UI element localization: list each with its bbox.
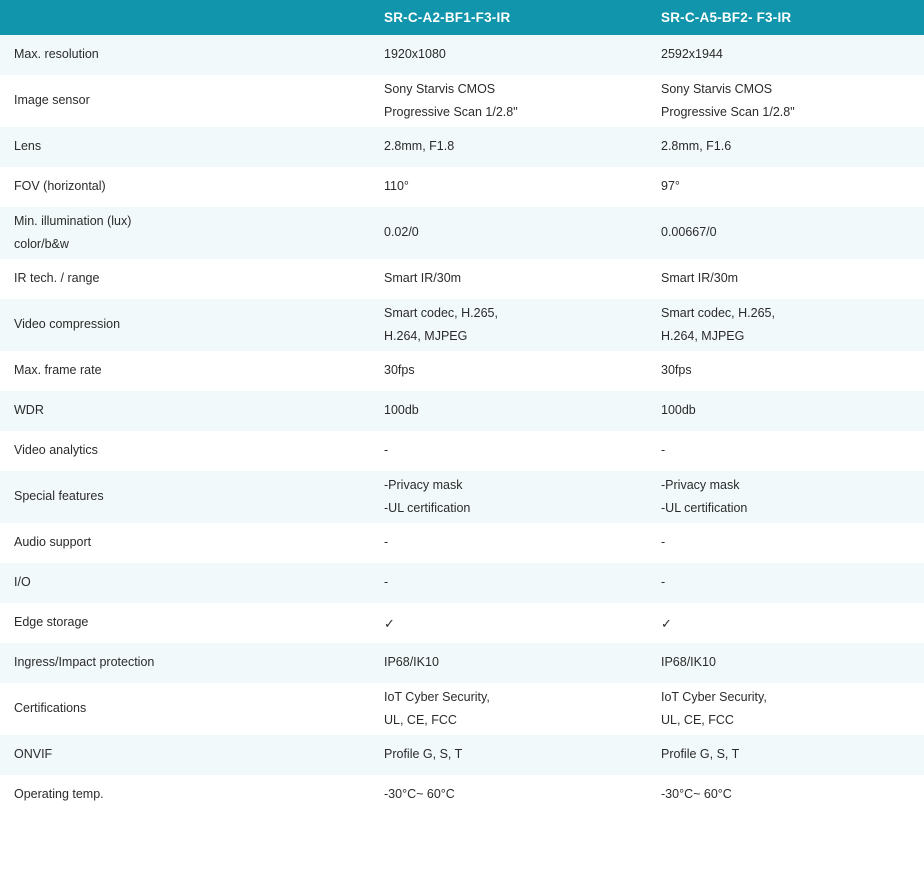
spec-value-cell-model-2	[647, 35, 924, 75]
spec-value-line: H.264, MJPEG	[384, 329, 468, 343]
spec-label-line: Max. resolution	[14, 47, 99, 62]
spec-value-cell-model-1	[370, 775, 647, 815]
spec-value-cell-model-1	[370, 127, 647, 167]
spec-label-cell	[0, 259, 370, 299]
spec-value-line: 2.8mm, F1.6	[661, 139, 732, 154]
spec-value-cell-model-2	[647, 643, 924, 683]
spec-label-line: Image sensor	[14, 93, 90, 108]
spec-label-line: Certifications	[14, 701, 87, 716]
table-header	[0, 0, 924, 35]
header-cell-model-2: SR-C-A5-BF2- F3-IR	[647, 0, 924, 35]
spec-value-line: 0.00667/0	[661, 225, 717, 240]
spec-value-line: -Privacy mask	[384, 477, 463, 492]
spec-label-line: Audio support	[14, 535, 92, 550]
spec-value-line: -	[384, 575, 389, 590]
spec-label-line: Max. frame rate	[14, 363, 102, 378]
spec-value-cell-model-2	[647, 299, 924, 351]
check-icon: ✓	[384, 615, 395, 631]
spec-value-cell-model-1	[370, 259, 647, 299]
spec-label-line: Edge storage	[14, 615, 89, 630]
spec-value-cell-model-2	[647, 775, 924, 815]
spec-label-cell	[0, 207, 370, 259]
spec-label-cell	[0, 735, 370, 775]
check-icon: ✓	[661, 615, 672, 631]
spec-value-line: 2.8mm, F1.8	[384, 139, 455, 154]
spec-value-line: H.264, MJPEG	[661, 329, 745, 343]
spec-label-line: Video analytics	[14, 443, 98, 458]
spec-value-line: IP68/IK10	[661, 655, 716, 670]
spec-label-line: Video compression	[14, 317, 121, 332]
spec-label-cell	[0, 167, 370, 207]
spec-value-line: 30fps	[661, 363, 692, 378]
spec-value-line: UL, CE, FCC	[384, 713, 457, 727]
table-row	[0, 775, 924, 815]
spec-value-cell-model-2	[647, 523, 924, 563]
header-cell-blank	[0, 0, 370, 35]
spec-label-cell	[0, 603, 370, 643]
table-row	[0, 603, 924, 643]
table-row	[0, 431, 924, 471]
table-row	[0, 563, 924, 603]
spec-label-line: Lens	[14, 139, 42, 154]
table-row	[0, 299, 924, 351]
spec-value-cell-model-2	[647, 735, 924, 775]
table-row	[0, 351, 924, 391]
spec-value-cell-model-2	[647, 259, 924, 299]
spec-label-cell	[0, 471, 370, 523]
spec-label-cell	[0, 391, 370, 431]
spec-value-cell-model-2	[647, 431, 924, 471]
spec-value-cell-model-2	[647, 167, 924, 207]
spec-value-line: Profile G, S, T	[661, 747, 740, 762]
spec-value-cell-model-2	[647, 127, 924, 167]
table-row	[0, 643, 924, 683]
spec-value-line: -30°C~ 60°C	[384, 787, 455, 802]
table-row	[0, 471, 924, 523]
spec-value-cell-model-1	[370, 75, 647, 127]
table-header-row	[0, 0, 924, 35]
table-row	[0, 127, 924, 167]
spec-label-cell	[0, 523, 370, 563]
table-row	[0, 259, 924, 299]
table-row	[0, 207, 924, 259]
spec-value-cell-model-1	[370, 431, 647, 471]
spec-value-line: 97°	[661, 179, 680, 194]
spec-label-cell	[0, 351, 370, 391]
table-row	[0, 735, 924, 775]
spec-value-line: 110°	[384, 179, 409, 194]
table-row	[0, 391, 924, 431]
spec-value-line: 100db	[661, 403, 696, 418]
spec-label-cell	[0, 563, 370, 603]
spec-value-line: -	[661, 575, 666, 590]
spec-value-cell-model-1	[370, 471, 647, 523]
spec-label-cell	[0, 299, 370, 351]
spec-label-line: FOV (horizontal)	[14, 179, 106, 194]
spec-value-cell-model-2	[647, 391, 924, 431]
spec-value-cell-model-1	[370, 207, 647, 259]
spec-label-cell	[0, 643, 370, 683]
spec-value-line: -	[661, 535, 666, 550]
spec-value-line: Profile G, S, T	[384, 747, 463, 762]
spec-value-line: IP68/IK10	[384, 655, 439, 670]
spec-label-line: ONVIF	[14, 747, 53, 762]
spec-value-line: Smart IR/30m	[661, 271, 739, 286]
spec-value-cell-model-1	[370, 683, 647, 735]
spec-value-cell-model-2	[647, 207, 924, 259]
spec-value-line: 0.02/0	[384, 225, 419, 240]
spec-value-line: UL, CE, FCC	[661, 713, 734, 727]
table-body	[0, 35, 924, 815]
spec-value-cell-model-1	[370, 643, 647, 683]
spec-value-line: Sony Starvis CMOS	[661, 81, 773, 96]
spec-value-line: -UL certification	[384, 501, 471, 515]
spec-value-cell-model-1	[370, 523, 647, 563]
spec-value-line: 2592x1944	[661, 47, 723, 62]
spec-value-line: Sony Starvis CMOS	[384, 81, 496, 96]
spec-label-cell	[0, 127, 370, 167]
table-row	[0, 75, 924, 127]
spec-value-cell-model-1	[370, 167, 647, 207]
spec-value-cell-model-1	[370, 563, 647, 603]
spec-value-cell-model-1	[370, 603, 647, 643]
spec-value-cell-model-1	[370, 351, 647, 391]
spec-label-cell	[0, 683, 370, 735]
table-row	[0, 523, 924, 563]
spec-label-line: IR tech. / range	[14, 271, 100, 286]
spec-label-line: color/b&w	[14, 237, 69, 251]
spec-value-cell-model-2	[647, 471, 924, 523]
spec-value-cell-model-2	[647, 603, 924, 643]
spec-value-line: Progressive Scan 1/2.8"	[661, 105, 795, 119]
spec-value-cell-model-1	[370, 35, 647, 75]
spec-value-line: Smart codec, H.265,	[661, 305, 775, 320]
spec-value-line: Smart IR/30m	[384, 271, 462, 286]
spec-value-cell-model-2	[647, 75, 924, 127]
spec-value-line: -UL certification	[661, 501, 748, 515]
spec-label-cell	[0, 35, 370, 75]
spec-label-line: I/O	[14, 575, 31, 590]
spec-value-cell-model-1	[370, 299, 647, 351]
spec-value-line: Progressive Scan 1/2.8"	[384, 105, 518, 119]
spec-label-line: Special features	[14, 489, 104, 504]
spec-value-line: -	[384, 443, 389, 458]
spec-value-line: -30°C~ 60°C	[661, 787, 732, 802]
spec-value-line: -Privacy mask	[661, 477, 740, 492]
table-row	[0, 167, 924, 207]
spec-value-line: 30fps	[384, 363, 415, 378]
spec-value-line: 1920x1080	[384, 47, 446, 62]
spec-value-cell-model-2	[647, 351, 924, 391]
spec-value-line: Smart codec, H.265,	[384, 305, 498, 320]
spec-label-cell	[0, 431, 370, 471]
spec-label-cell	[0, 775, 370, 815]
spec-value-line: IoT Cyber Security,	[384, 689, 490, 704]
spec-value-cell-model-2	[647, 563, 924, 603]
header-cell-model-1: SR-C-A2-BF1-F3-IR	[370, 0, 647, 35]
spec-value-cell-model-1	[370, 391, 647, 431]
spec-label-line: WDR	[14, 403, 44, 418]
spec-value-line: -	[384, 535, 389, 550]
spec-value-cell-model-1	[370, 735, 647, 775]
spec-value-cell-model-2	[647, 683, 924, 735]
spec-value-line: 100db	[384, 403, 419, 418]
spec-value-line: -	[661, 443, 666, 458]
table-row	[0, 35, 924, 75]
spec-label-cell	[0, 75, 370, 127]
spec-label-line: Min. illumination (lux)	[14, 213, 132, 228]
table-row	[0, 683, 924, 735]
spec-value-line: IoT Cyber Security,	[661, 689, 767, 704]
spec-label-line: Ingress/Impact protection	[14, 655, 155, 670]
spec-label-line: Operating temp.	[14, 787, 104, 802]
